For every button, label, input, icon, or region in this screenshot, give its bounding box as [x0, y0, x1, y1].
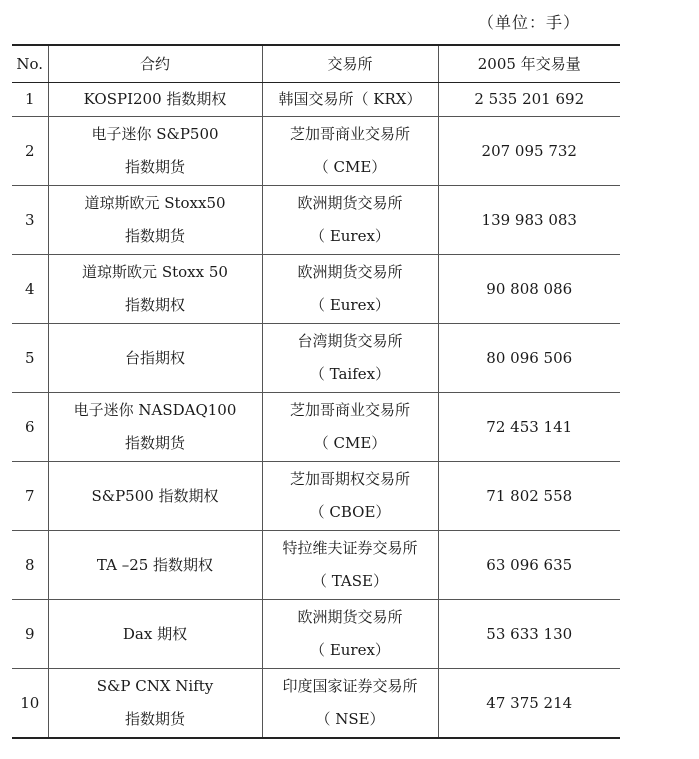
- cell-exchange: [262, 600, 438, 669]
- cell-volume: 63 096 635: [438, 531, 620, 600]
- unit-note: （单位：手）: [478, 13, 581, 32]
- cell-exchange: [262, 186, 438, 255]
- cell-volume: 53 633 130: [438, 600, 620, 669]
- cell-exchange: [262, 393, 438, 462]
- cell-no: 9: [12, 600, 48, 669]
- contract-line: 指数期货: [124, 434, 185, 452]
- exchange-line: （ Eurex）: [310, 641, 390, 659]
- exchange-line: （ NSE）: [315, 710, 385, 728]
- exchange-line: 芝加哥商业交易所: [289, 125, 410, 143]
- cell-volume: 90 808 086: [438, 255, 620, 324]
- table-body: [12, 83, 620, 739]
- cell-contract: [48, 255, 262, 324]
- contract-line: 指数期货: [124, 710, 185, 728]
- contract-line: 指数期货: [124, 158, 185, 176]
- contract-line: 电子迷你 NASDAQ100: [73, 401, 237, 419]
- cell-volume: 139 983 083: [438, 186, 620, 255]
- exchange-line: （ CME）: [313, 158, 387, 176]
- contract-line: KOSPI200 指数期权: [83, 90, 227, 108]
- contract-line: 指数期货: [124, 227, 185, 245]
- exchange-line: （ CBOE）: [309, 503, 391, 521]
- contract-line: TA –25 指数期权: [96, 555, 214, 574]
- cell-contract: [48, 186, 262, 255]
- contract-line: 指数期权: [124, 296, 185, 314]
- cell-exchange: [262, 462, 438, 531]
- cell-contract: [48, 393, 262, 462]
- cell-no: 5: [12, 324, 48, 393]
- cell-contract: [48, 462, 262, 531]
- exchange-line: （ CME）: [313, 434, 387, 452]
- cell-exchange: [262, 324, 438, 393]
- table-row: [12, 324, 620, 393]
- exchange-line: （ Eurex）: [310, 227, 390, 245]
- cell-no: 2: [12, 117, 48, 186]
- table-row: [12, 255, 620, 324]
- cell-contract: [48, 531, 262, 600]
- cell-contract: [48, 324, 262, 393]
- exchange-line: 欧洲期货交易所: [297, 608, 403, 626]
- cell-no: 4: [12, 255, 48, 324]
- exchange-line: 芝加哥期权交易所: [289, 470, 410, 488]
- contract-line: S&P500 指数期权: [91, 486, 219, 505]
- header-no: No.: [12, 45, 48, 83]
- contract-line: S&P CNX Nifty: [96, 677, 214, 695]
- contract-line: 道琼斯欧元 Stoxx50: [84, 194, 226, 212]
- trading-volume-table: [12, 44, 620, 739]
- exchange-line: 印度国家证券交易所: [282, 677, 418, 695]
- exchange-line: 韩国交易所（ KRX）: [278, 90, 422, 108]
- table-row: [12, 669, 620, 739]
- cell-no: 8: [12, 531, 48, 600]
- exchange-line: 欧洲期货交易所: [297, 263, 403, 281]
- exchange-line: （ Eurex）: [310, 296, 390, 314]
- exchange-line: 台湾期货交易所: [297, 332, 403, 350]
- cell-contract: [48, 83, 262, 117]
- header-exchange: 交易所: [262, 45, 438, 83]
- cell-volume: 80 096 506: [438, 324, 620, 393]
- cell-volume: 2 535 201 692: [438, 83, 620, 117]
- cell-exchange: [262, 117, 438, 186]
- contract-line: Dax 期权: [122, 624, 188, 643]
- cell-no: 7: [12, 462, 48, 531]
- header-contract: 合约: [48, 45, 262, 83]
- cell-exchange: [262, 83, 438, 117]
- cell-no: 1: [12, 83, 48, 117]
- table-header-row: [12, 45, 620, 83]
- cell-exchange: [262, 669, 438, 739]
- exchange-line: 特拉维夫证券交易所: [282, 539, 418, 557]
- contract-line: 道琼斯欧元 Stoxx 50: [82, 263, 228, 281]
- header-volume: 2005 年交易量: [438, 45, 620, 83]
- table-row: [12, 600, 620, 669]
- cell-no: 6: [12, 393, 48, 462]
- cell-contract: [48, 117, 262, 186]
- contract-line: 电子迷你 S&P500: [91, 125, 219, 143]
- table-row: [12, 83, 620, 117]
- cell-no: 10: [12, 669, 48, 739]
- cell-volume: 71 802 558: [438, 462, 620, 531]
- cell-contract: [48, 600, 262, 669]
- exchange-line: （ Taifex）: [309, 365, 391, 383]
- table-row: [12, 186, 620, 255]
- exchange-line: （ TASE）: [311, 572, 388, 590]
- cell-no: 3: [12, 186, 48, 255]
- cell-volume: 47 375 214: [438, 669, 620, 739]
- table-row: [12, 462, 620, 531]
- cell-volume: 72 453 141: [438, 393, 620, 462]
- table-row: [12, 531, 620, 600]
- cell-volume: 207 095 732: [438, 117, 620, 186]
- cell-exchange: [262, 531, 438, 600]
- exchange-line: 芝加哥商业交易所: [289, 401, 410, 419]
- table-row: [12, 393, 620, 462]
- cell-exchange: [262, 255, 438, 324]
- exchange-line: 欧洲期货交易所: [297, 194, 403, 212]
- table-row: [12, 117, 620, 186]
- cell-contract: [48, 669, 262, 739]
- contract-line: 台指期权: [124, 348, 185, 367]
